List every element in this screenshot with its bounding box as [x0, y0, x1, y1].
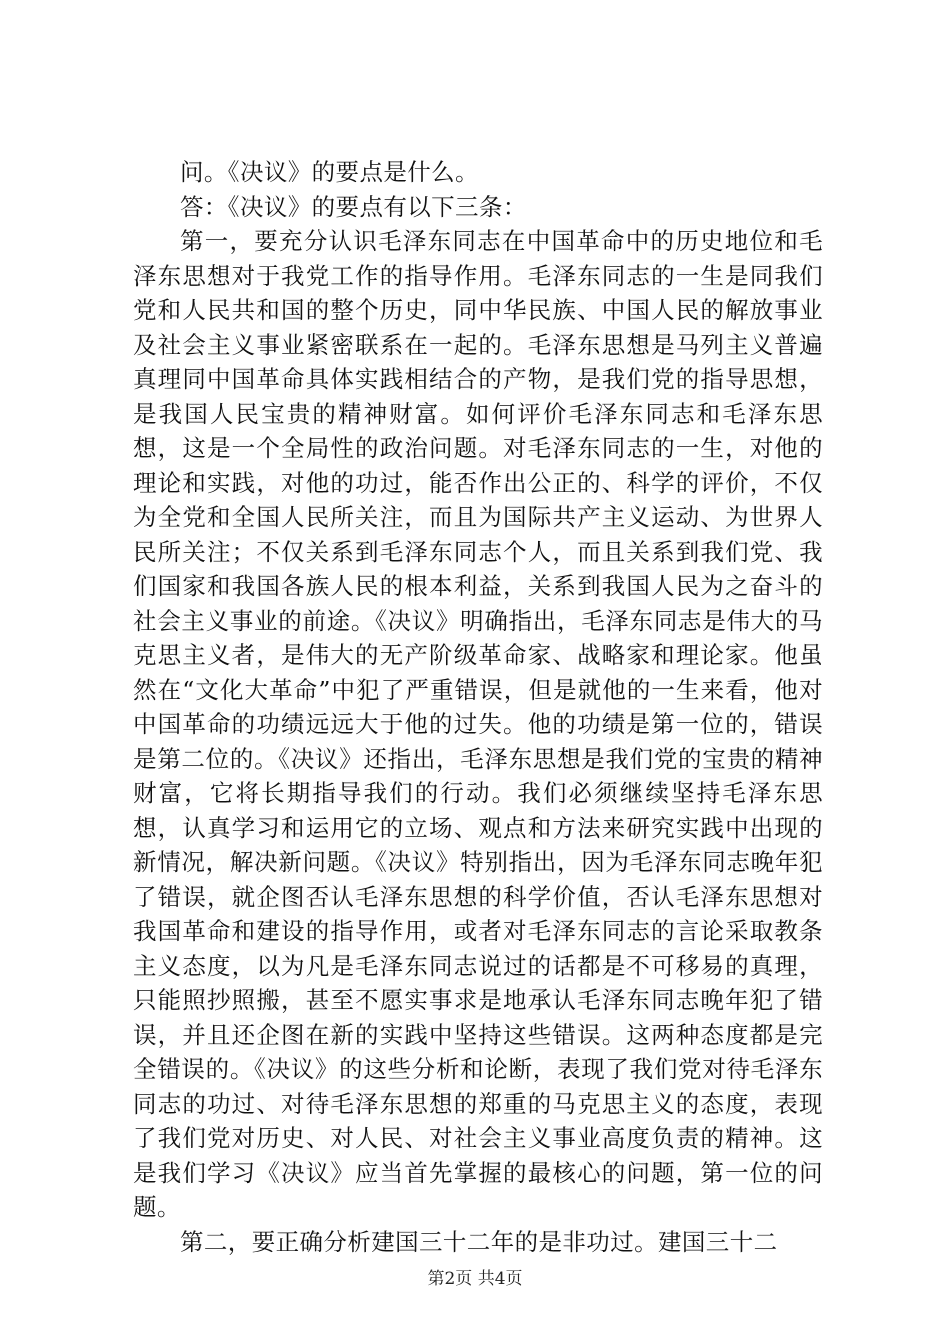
answer-intro-paragraph: 答：《决议》的要点有以下三条： — [180, 192, 527, 221]
document-body — [133, 155, 823, 1259]
page-footer: 第2页 共4页 — [427, 1269, 523, 1289]
question-paragraph: 问。《决议》的要点是什么。 — [180, 158, 479, 186]
point-one-paragraph: 第一，要充分认识毛泽东同志在中国革命中的历史地位和毛泽东思想对于我党工作的指导作用。毛泽东同志的一生是同我们党和人民共和国的整个历史，同中华民族、中国人民的解放事业及社会主义事业紧密联系在一起的。毛泽东思想是马列主义普遍真理同中国革命具体实践相结合的产物，是我们党的指导思想，是我国人民宝贵的精神财富。如何评价毛泽东同志和毛泽东思想，这是一个全局性的政治问题。对毛泽东同志的一生，对他的理论和实践，对他的功过，能否作出公正的、科学的评价，不仅为全党和全国人民所关注，而且为国际共产主义运动、为世界人民所关注；不仅关系到毛泽东同志个人，而且关系到我们党、我们国家和我国各族人民的根本利益，关系到我国人民为之奋斗的社会主义事业的前途。《决议》明确指出，毛泽东同志是伟大的马克思主义者，是伟大的无产阶级革命家、战略家和理论家。他虽然在“文化大革命”中犯了严重错误，但是就他的一生来看，他对中国革命的功绩远远大于他的过失。他的功绩是第一位的，错误是第二位的。《决议》还指出，毛泽东思想是我们党的宝贵的精神财富，它将长期指导我们的行动。我们必须继续坚持毛泽东思想，认真学习和运用它的立场、观点和方法来研究实践中出现的新情况，解决新问题。《决议》特别指出，因为毛泽东同志晚年犯了错误，就企图否认毛泽东思想的科学价值，否认毛泽东思想对我国革命和建设的指导作用，或者对毛泽东同志的言论采取教条主义态度，以为凡是毛泽东同志说过的话都是不可移易的真理，只能照抄照搬，甚至不愿实事求是地承认毛泽东同志晚年犯了错误，并且还企图在新的实践中坚持这些错误。这两种态度都是完全错误的。《决议》的这些分析和论断，表现了我们党对待毛泽东同志的功过、对待毛泽东思想的郑重的马克思主义的态度，表现了我们党对历史、对人民、对社会主义事业高度负责的精神。这是我们学习《决议》应当首先掌握的最核心的问题，第一位的问题。 — [133, 227, 823, 1221]
point-two-paragraph: 第二，要正确分析建国三十二年的是非功过。建国三十二 — [180, 1227, 778, 1256]
